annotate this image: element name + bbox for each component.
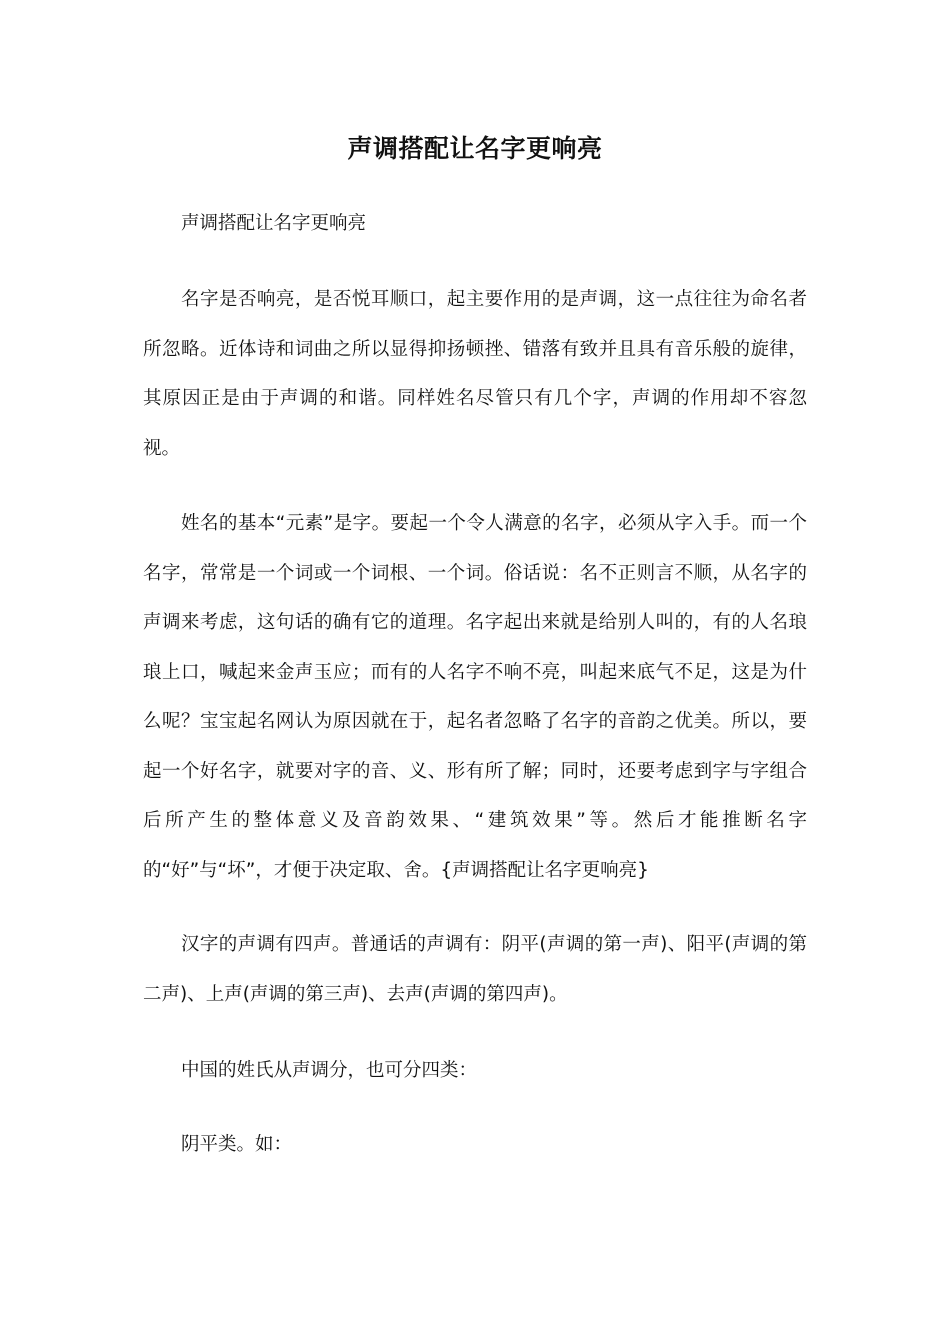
paragraph-four-tones: 汉字的声调有四声。普通话的声调有：阴平(声调的第一声)、阳平(声调的第二声)、上声(声调的第三声)、去声(声调的第四声)。 <box>143 934 807 1005</box>
paragraph-subtitle: 声调搭配让名字更响亮 <box>181 213 367 234</box>
paragraph-surname-classes: 中国的姓氏从声调分，也可分四类： <box>181 1060 478 1081</box>
paragraph-yinping: 阴平类。如： <box>181 1134 293 1155</box>
paragraph-elements: 姓名的基本“元素”是字。要起一个令人满意的名字，必须从字入手。而一个名字，常常是一个词或一个词根、一个词。俗话说：名不正则言不顺，从名字的声调来考虑，这句话的确有它的道理。名字起出来就是给别人叫的，有的人名琅琅上口，喊起来金声玉应；而有的人名字不响不亮，叫起来底气不足，这是为什么呢？宝宝起名网认为原因就在于，起名者忽略了名字的音韵之优美。所以，要起一个好名字，就要对字的音、义、形有所了解；同时，还要考虑到字与字组合后所产生的整体意义及音韵效果、“建筑效果”等。然后才能推断名字的“好”与“坏”，才便于决定取、舍。{声调搭配让名字更响亮} <box>143 513 807 881</box>
document-title: 声调搭配让名字更响亮 <box>347 134 603 163</box>
paragraph-intro: 名字是否响亮，是否悦耳顺口，起主要作用的是声调，这一点往往为命名者所忽略。近体诗和词曲之所以显得抑扬顿挫、错落有致并且具有音乐般的旋律，其原因正是由于声调的和谐。同样姓名尽管只有几个字，声调的作用却不容忽视。 <box>143 289 807 459</box>
